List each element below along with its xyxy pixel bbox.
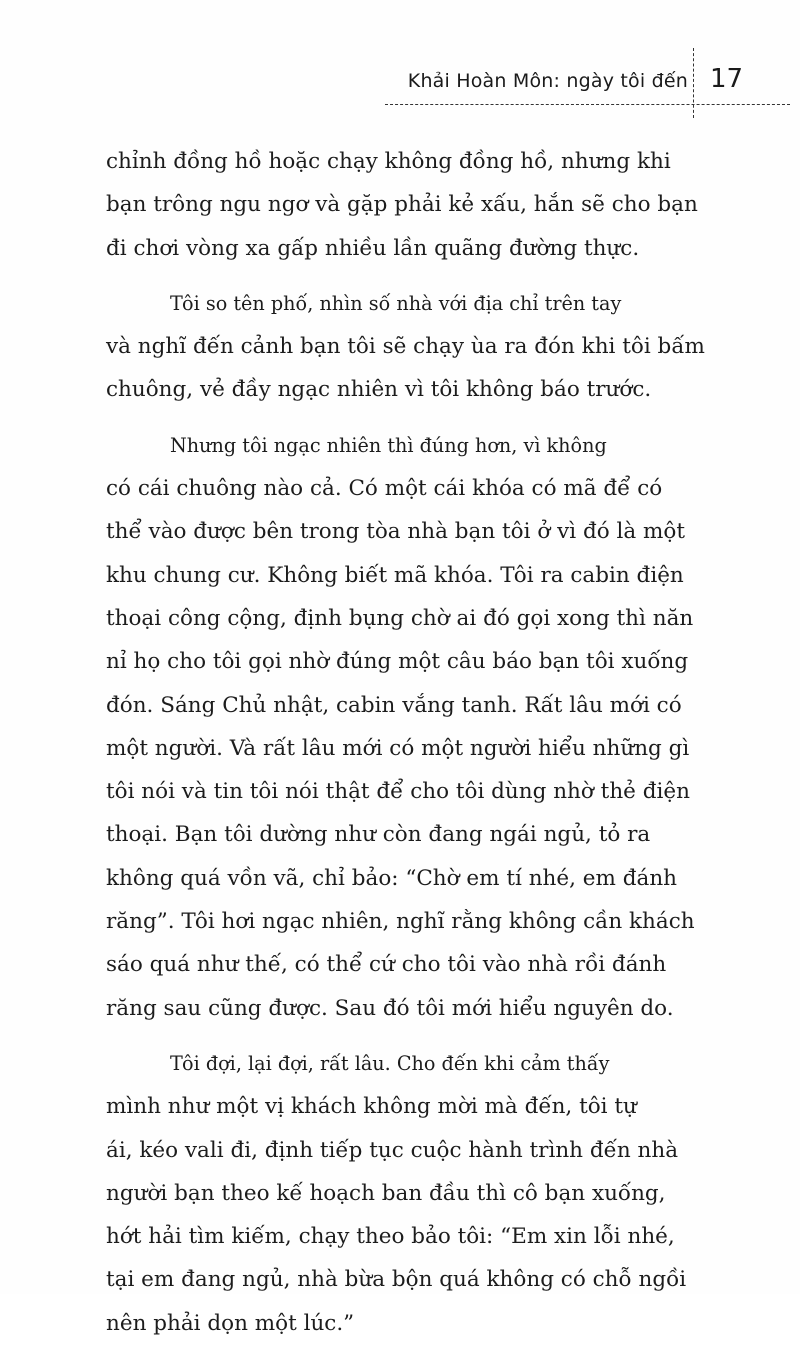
text-line: nỉ họ cho tôi gọi nhờ đúng một câu báo bạn tôi xuống bbox=[106, 649, 689, 675]
text-line: đón. Sáng Chủ nhật, cabin vắng tanh. Rất lâu mới có bbox=[106, 692, 682, 718]
text-line: thoại công cộng, định bụng chờ ai đó gọi xong thì năn bbox=[106, 605, 694, 631]
paragraph-first-line: Tôi đợi, lại đợi, rất lâu. Cho đến khi cảm thấy bbox=[170, 1051, 610, 1075]
text-line: mình như một vị khách không mời mà đến, tôi tự bbox=[106, 1094, 637, 1120]
text-line: chuông, vẻ đầy ngạc nhiên vì tôi không báo trước. bbox=[106, 377, 652, 403]
text-line: một người. Và rất lâu mới có một người hiểu những gì bbox=[106, 735, 690, 761]
text-line: tôi nói và tin tôi nói thật để cho tôi dùng nhờ thẻ điện bbox=[106, 779, 690, 805]
paragraph-first-line: Tôi so tên phố, nhìn số nhà với địa chỉ trên tay bbox=[170, 291, 622, 315]
text-line: nên phải dọn một lúc.” bbox=[106, 1310, 355, 1336]
text-line: không quá vồn vã, chỉ bảo: “Chờ em tí nhé, em đánh bbox=[106, 865, 678, 891]
text-line: có cái chuông nào cả. Có một cái khóa có mã để có bbox=[106, 476, 663, 502]
paragraph-first-line: Nhưng tôi ngạc nhiên thì đúng hơn, vì không bbox=[170, 433, 607, 457]
page-number: 17 bbox=[710, 64, 744, 94]
text-line: răng”. Tôi hơi ngạc nhiên, nghĩ rằng không cần khách bbox=[106, 909, 695, 935]
text-line: đi chơi vòng xa gấp nhiều lần quãng đường thực. bbox=[106, 235, 640, 261]
text-line: răng sau cũng được. Sau đó tôi mới hiểu nguyên do. bbox=[106, 995, 674, 1021]
text-line: khu chung cư. Không biết mã khóa. Tôi ra cabin điện bbox=[106, 562, 684, 588]
text-line: và nghĩ đến cảnh bạn tôi sẽ chạy ùa ra đón khi tôi bấm bbox=[106, 334, 705, 360]
text-line: ái, kéo vali đi, định tiếp tục cuộc hành trình đến nhà bbox=[106, 1137, 679, 1163]
header-divider bbox=[385, 104, 790, 105]
text-line: tại em đang ngủ, nhà bừa bộn quá không có chỗ ngồi bbox=[106, 1267, 687, 1293]
body-text bbox=[106, 140, 706, 1345]
text-line: chỉnh đồng hồ hoặc chạy không đồng hồ, nhưng khi bbox=[106, 149, 671, 174]
text-line: bạn trông ngu ngơ và gặp phải kẻ xấu, hắn sẽ cho bạn bbox=[106, 192, 698, 218]
text-line: thể vào được bên trong tòa nhà bạn tôi ở vì đó là một bbox=[106, 519, 686, 545]
text-line: hớt hải tìm kiếm, chạy theo bảo tôi: “Em xin lỗi nhé, bbox=[106, 1224, 675, 1250]
text-line: người bạn theo kế hoạch ban đầu thì cô bạn xuống, bbox=[106, 1180, 666, 1206]
running-title: Khải Hoàn Môn: ngày tôi đến bbox=[407, 70, 688, 92]
text-line: sáo quá như thế, có thể cứ cho tôi vào nhà rồi đánh bbox=[106, 952, 667, 978]
header-vertical-divider bbox=[693, 48, 694, 118]
text-line: thoại. Bạn tôi dường như còn đang ngái ngủ, tỏ ra bbox=[106, 822, 651, 848]
